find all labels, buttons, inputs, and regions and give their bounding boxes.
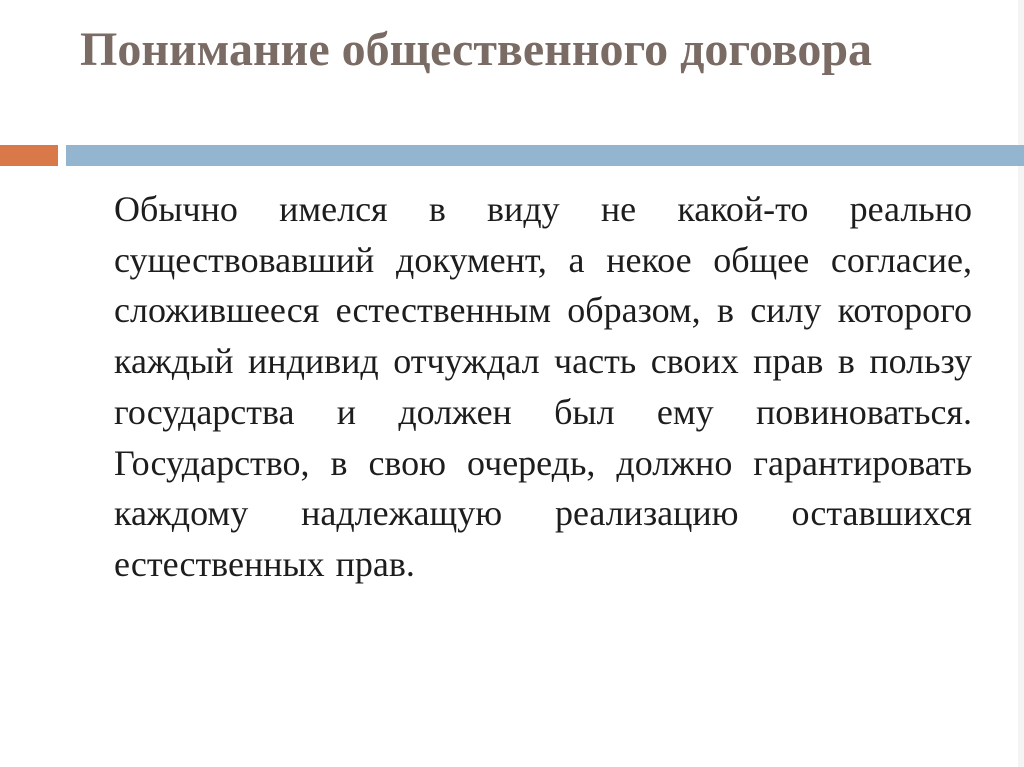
title-divider-bar [66,145,1024,166]
slide-edge [1018,0,1024,767]
slide-title: Понимание общественного договора [80,23,873,76]
slide-body-text: Обычно имелся в виду не какой-то реально существовавший документ, а некое общее согласие, сложившееся естественным образом, в силу которого каждый индивид отчуждал часть своих прав в пользу государства и должен был ему повиноваться. Государство, в свою очередь, должно гарантировать каждому надлежащую реализацию оставшихся естественных прав. [114,189,972,584]
title-accent-bar [0,145,58,166]
